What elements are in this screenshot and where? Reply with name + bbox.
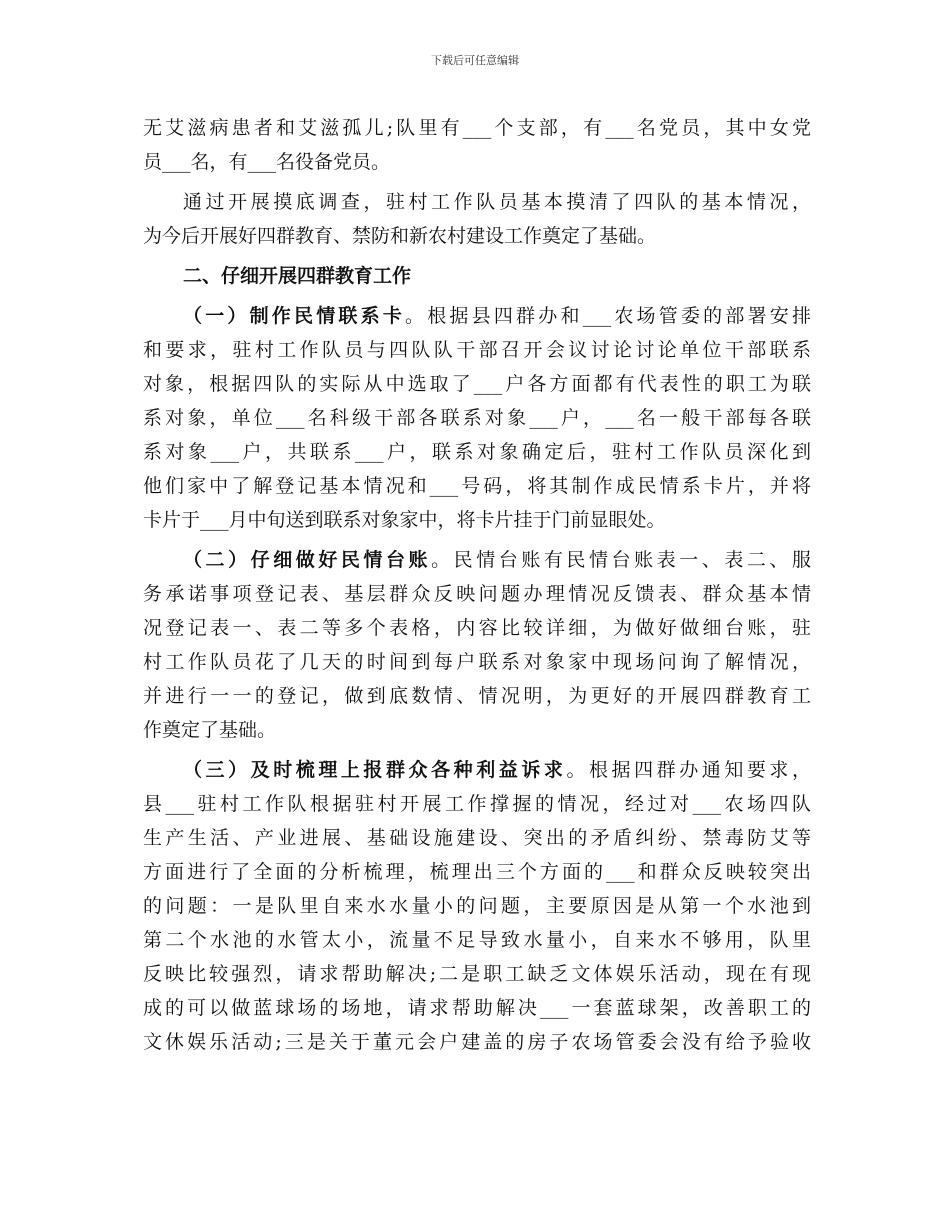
text-line: 成的可以做蓝球场的场地，请求帮助解决___一套蓝球架，改善职工的	[143, 997, 811, 1019]
text-line: 作奠定了基础。	[143, 719, 277, 741]
paragraph-appeals	[143, 753, 811, 1059]
text-line: 方面进行了全面的分析梳理，梳理出三个方面的___和群众反映较突出	[143, 861, 811, 883]
text-line: 系对象___户，共联系___户，联系对象确定后，驻村工作队员深化到	[143, 441, 811, 463]
text-line: 通过开展摸底调查，驻村工作队员基本摸清了四队的基本情况，	[183, 191, 811, 213]
text-line: 生产生活、产业进展、基础设施建设、突出的矛盾纠纷、禁毒防艾等	[143, 827, 811, 849]
text-line: 为今后开展好四群教育、禁防和新农村建设工作奠定了基础。	[143, 225, 657, 247]
text-run: 。民情台账有民情台账表一、表二、服	[431, 549, 811, 571]
subsection-title: （一）制作民情联系卡	[183, 305, 406, 327]
text-line: 对象，根据四队的实际从中选取了___户各方面都有代表性的职工为联	[143, 373, 811, 395]
text-line: 务承诺事项登记表、基层群众反映问题办理情况反馈表、群众基本情	[143, 583, 811, 605]
page-header-note: 下载后可任意编辑	[431, 54, 519, 67]
text-run: 。根据县四群办和___农场管委的部署安排	[405, 305, 811, 327]
text-line: 卡片于___月中旬送到联系对象家中，将卡片挂于门前显眼处。	[143, 509, 666, 531]
text-line: 的问题：一是队里自来水水量小的问题，主要原因是从第一个水池到	[143, 895, 811, 917]
text-line: 县___驻村工作队根据驻村开展工作撑握的情况，经过对___农场四队	[143, 793, 811, 815]
subsection-title: （三）及时梳理上报群众各种利益诉求	[183, 759, 567, 781]
text-line: 员___名，有___名役备党员。	[143, 151, 391, 173]
text-line: 他们家中了解登记基本情况和___号码，将其制作成民情系卡片，并将	[143, 475, 811, 497]
text-line: 和要求，驻村工作队员与四队队干部召开会议讨论讨论单位干部联系	[143, 339, 811, 361]
section-heading: 二、仔细开展四群教育工作	[183, 265, 412, 287]
paragraph-contact-card	[143, 299, 811, 537]
text-line	[143, 299, 811, 333]
text-line	[143, 543, 811, 577]
text-run: 。根据四群办通知要求，	[566, 759, 811, 781]
text-line: 文休娱乐活动;三是关于董元会户建盖的房子农场管委会没有给予验收	[143, 1031, 811, 1053]
document-body	[143, 111, 811, 1059]
text-line: 况登记表一、表二等多个表格，内容比较详细，为做好做细台账，驻	[143, 617, 811, 639]
text-line	[143, 753, 811, 787]
text-line: 系对象，单位___名科级干部各联系对象___户，___名一般干部每各联	[143, 407, 811, 429]
paragraph-survey	[143, 185, 811, 253]
text-line: 反映比较强烈，请求帮助解决;二是职工缺乏文体娱乐活动，现在有现	[143, 963, 811, 985]
text-line: 无艾滋病患者和艾滋孤儿;队里有___个支部，有___名党员，其中女党	[143, 117, 811, 139]
text-line: 并进行一一的登记，做到底数情、情况明，为更好的开展四群教育工	[143, 685, 811, 707]
text-line: 第二个水池的水管太小，流量不足导致水量小，自来水不够用，队里	[143, 929, 811, 951]
paragraph-party-members	[143, 111, 811, 179]
paragraph-ledger	[143, 543, 811, 747]
text-line: 村工作队员花了几天的时间到每户联系对象家中现场问询了解情况，	[143, 651, 811, 673]
subsection-title: （二）仔细做好民情台账	[183, 549, 432, 571]
